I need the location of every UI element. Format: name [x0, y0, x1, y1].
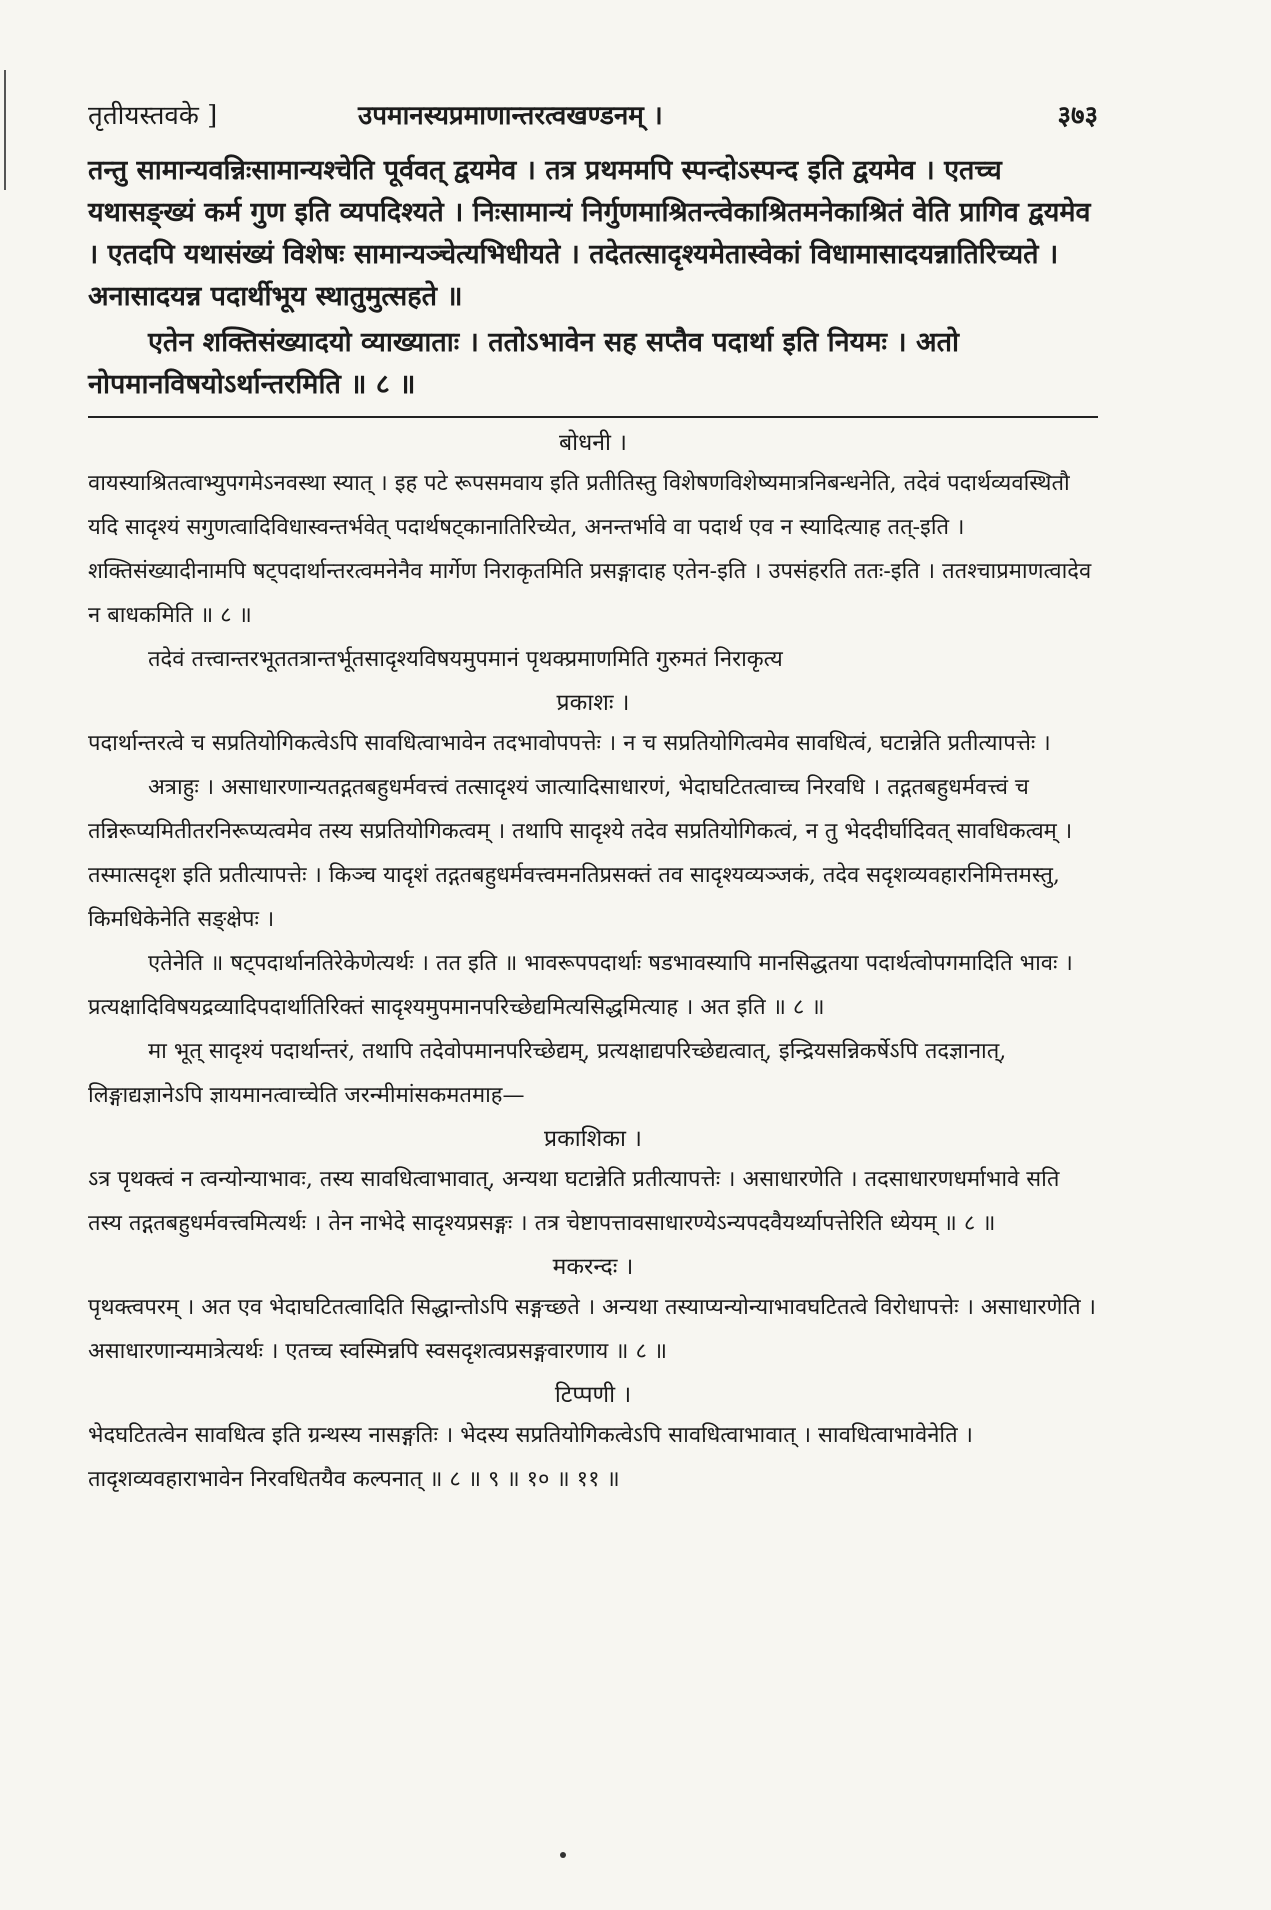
commentary-paragraph: अत्राहुः । असाधारणान्यतद्गतबहुधर्मवत्त्वं तत्सादृश्यं जात्यादिसाधारणं, भेदाघटितत्वाच्च निरवधि । तद्गतबहुधर्मवत्त्वं च तन्निरूप्यमितीतरनिरूप्यत्वमेव तस्य सप्रतियोगिकत्वम् । तथापि सादृश्ये तदेव सप्रतियोगिकत्वं, न तु भेददीर्घादिवत् सावधिकत्वम् । तस्मात्सदृश इति प्रतीत्यापत्तेः । किञ्च यादृशं तद्गतबहुधर्मवत्त्वमनतिप्रसक्तं तव सादृश्यव्यञ्जकं, तदेव सदृशव्यवहारनिमित्तमस्तु, किमधिकेनेति सङ्क्षेपः ।: [88, 775, 1073, 932]
divider: [88, 416, 1098, 418]
main-paragraph: तन्तु सामान्यवन्निःसामान्यश्चेति पूर्ववत् द्वयमेव । तत्र प्रथममपि स्पन्दोऽस्पन्द इति द्वयमेव । एतच्च यथासङ्ख्यं कर्म गुण इति व्यपदिश्यते । निःसामान्यं निर्गुणमाश्रितन्त्वेकाश्रितमनेकाश्रितं वेति प्रागिव द्वयमेव । एतदपि यथासंख्यं विशेषः सामान्यञ्चेत्यभिधीयते । तदेतत्सादृश्यमेतास्वेकां विधामासादयन्नातिरिच्यते । अनासादयन्न पदार्थीभूय स्थातुमुत्सहते ॥: [88, 155, 1091, 312]
commentary-paragraph: पृथक्त्वपरम् । अत एव भेदाघटितत्वादिति सिद्धान्तोऽपि सङ्गच्छते । अन्यथा तस्याप्यन्योन्याभावघटितत्वे विरोधापत्तेः । असाधारणेति । असाधारणान्यमात्रेत्यर्थः । एतच्च स्वस्मिन्नपि स्वसदृशत्वप्रसङ्गवारणाय ॥ ८ ॥: [88, 1295, 1096, 1364]
running-header: [88, 96, 1098, 140]
main-paragraph: एतेन शक्तिसंख्यादयो व्याख्याताः । ततोऽभावेन सह सप्तैव पदार्था इति नियमः । अतो नोपमानविषयोऽर्थान्तरमिति ॥ ८ ॥: [88, 327, 959, 400]
commentary-paragraph: तदेवं तत्त्वान्तरभूततत्रान्तर्भूतसादृश्यविषयमुपमानं पृथक्प्रमाणमिति गुरुमतं निराकृत्य: [148, 647, 783, 672]
section-heading: प्रकाशिका ।: [544, 1126, 642, 1152]
section-heading: बोधनी ।: [559, 430, 627, 456]
commentary-paragraph: पदार्थान्तरत्वे च सप्रतियोगिकत्वेऽपि सावधित्वाभावेन तदभावोपपत्तेः । न च सप्रतियोगित्वमेव सावधित्वं, घटान्नेति प्रतीत्यापत्तेः ।: [88, 731, 1051, 756]
header-chapter: तृतीयस्तवके ]: [88, 101, 218, 131]
page: [88, 96, 1098, 1502]
commentary-tippani: [88, 1378, 1098, 1502]
commentary-prakashika: [88, 1122, 1098, 1246]
section-heading: प्रकाशः ।: [556, 690, 630, 716]
commentary-prakasha: [88, 686, 1098, 1118]
commentary-paragraph: ऽत्र पृथक्त्वं न त्वन्योन्याभावः, तस्य सावधित्वाभावात्, अन्यथा घटान्नेति प्रतीत्यापत्तेः । असाधारणेति । तदसाधारणधर्माभावे सति तस्य तद्गतबहुधर्मवत्त्वमित्यर्थः । तेन नाभेदे सादृश्यप्रसङ्गः । तत्र चेष्टापत्तावसाधारण्येऽन्यपदवैयर्थ्यापत्तेरिति ध्येयम् ॥ ८ ॥: [88, 1167, 1060, 1236]
main-text: [88, 150, 1098, 406]
commentary-makaranda: [88, 1250, 1098, 1374]
print-speck: [560, 1852, 566, 1858]
header-title: उपमानस्यप्रमाणान्तरत्वखण्डनम् ।: [358, 101, 663, 131]
commentary-paragraph: मा भूत् सादृश्यं पदार्थान्तरं, तथापि तदेवोपमानपरिच्छेद्यम्, प्रत्यक्षाद्यपरिच्छेद्यत्वात्, इन्द्रियसन्निकर्षेऽपि तदज्ञानात्, लिङ्गाद्यज्ञानेऽपि ज्ञायमानत्वाच्चेति जरन्मीमांसकमतमाह—: [88, 1039, 1007, 1108]
commentary-bodhani: [88, 426, 1098, 682]
commentary-paragraph: वायस्याश्रितत्वाभ्युपगमेऽनवस्था स्यात् । इह पटे रूपसमवाय इति प्रतीतिस्तु विशेषणविशेष्यमात्रनिबन्धनेति, तदेवं पदार्थव्यवस्थितौ यदि सादृश्यं सगुणत्वादिविधास्वन्तर्भवेत् पदार्थषट्कानातिरिच्येत, अनन्तर्भावे वा पदार्थ एव न स्यादित्याह तत्-इति । शक्तिसंख्यादीनामपि षट्पदार्थान्तरत्वमनेनैव मार्गेण निराकृतमिति प्रसङ्गादाह एतेन-इति । उपसंहरति ततः-इति । ततश्चाप्रमाणत्वादेव न बाधकमिति ॥ ८ ॥: [88, 471, 1092, 628]
section-heading: मकरन्दः ।: [552, 1254, 634, 1280]
section-heading: टिप्पणी ।: [554, 1382, 632, 1408]
page-number: ३७३: [1057, 101, 1098, 131]
margin-line: [4, 70, 6, 190]
commentary-paragraph: एतेनेति ॥ षट्पदार्थानतिरेकेणेत्यर्थः । तत इति ॥ भावरूपपदार्थाः षडभावस्यापि मानसिद्धतया पदार्थत्वोपगमादिति भावः । प्रत्यक्षादिविषयद्रव्यादिपदार्थातिरिक्तं सादृश्यमुपमानपरिच्छेद्यमित्यसिद्धमित्याह । अत इति ॥ ८ ॥: [88, 951, 1073, 1020]
commentary-paragraph: भेदघटितत्वेन सावधित्व इति ग्रन्थस्य नासङ्गतिः । भेदस्य सप्रतियोगिकत्वेऽपि सावधित्वाभावात् । सावधित्वाभावेनेति । तादृशव्यवहाराभावेन निरवधितयैव कल्पनात् ॥ ८ ॥ ९ ॥ १० ॥ ११ ॥: [88, 1423, 973, 1492]
